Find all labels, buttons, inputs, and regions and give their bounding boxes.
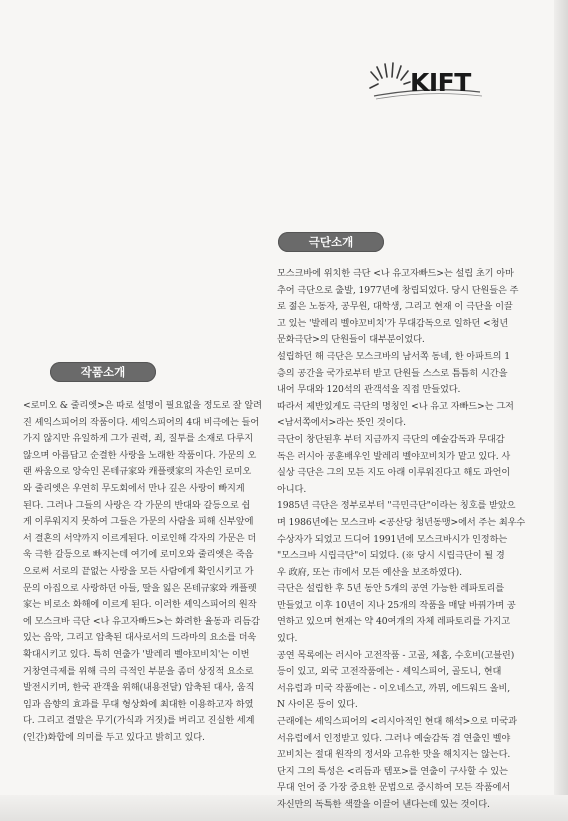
text-line: 문의 아집으로 사랑하던 아들, 딸을 잃은 몬테규家와 캐플렛 [23, 582, 257, 594]
company-description-column [277, 266, 544, 814]
text-line: 서유럽과 미국 작품에는 - 이오네스고, 까뮈, 에드워드 올비, [277, 682, 511, 694]
text-line: 거창연극제를 위해 극의 극적인 부분을 좀더 상징적 요소로 [23, 665, 254, 677]
text-line: 고 있는 '발레리 벨야꼬비치'가 무대감독으로 일하던 <청년 [277, 317, 509, 329]
text-line: 극단이 창단된후 부터 지금까지 극단의 예술감독과 무대감 [277, 433, 505, 445]
text-line: 발전시키며, 한국 관객을 위해(내용전달) 압축된 대사, 움직 [23, 682, 255, 694]
text-line: 연하고 있으며 현재는 약 40여개의 자체 레파토리를 가지고 [277, 616, 511, 628]
page-edge-shadow [554, 0, 568, 821]
text-line: 자신만의 독특한 색깔을 이끌어 낸다는데 있는 것이다. [277, 799, 490, 810]
text-line: 랜 싸움으로 앙숙인 몬테규家와 캐플렛家의 자손인 로미오 [23, 466, 252, 478]
text-line: 모스크바에 위치한 극단 <나 유고자빠드>는 설립 초기 아마 [277, 268, 514, 279]
text-line: <남서쪽에서>라는 뜻인 것이다. [277, 417, 406, 429]
text-line: 독은 러시아 공훈배우인 발레리 벨야꼬비치가 맡고 있다. 사 [277, 450, 511, 462]
text-line: 있다. [277, 633, 298, 645]
text-line: 층의 공간을 국가로부터 받고 단원들 스스로 틈틈히 시간을 [277, 367, 508, 379]
text-line: (인간)화합에 의미를 두고 있다고 밝히고 있다. [23, 731, 205, 743]
text-line: 실상 극단은 그의 모든 지도 아래 이루워진다고 해도 과언이 [277, 467, 511, 479]
text-line: 진 셰익스피어의 작품이다. 셰익스피어의 4대 비극에는 들어 [23, 416, 260, 428]
logo-text: KIFT [410, 68, 471, 97]
text-line: 극단은 설립한 후 5년 동안 5개의 공연 가능한 레파토리를 [277, 583, 505, 595]
text-line: 만들었고 이후 10년이 지나 25개의 작품을 매달 바꿔가며 공 [277, 599, 516, 611]
text-line: 수상자가 되었고 드디어 1991년에 모스크바시가 인정하는 [277, 533, 508, 545]
text-line: 가지 않지만 유일하게 그가 권력, 죄, 질투를 소재로 다루지 [23, 433, 254, 445]
text-line: 공연 목록에는 러시아 고전작품 - 고골, 체홉, 수호비(고블린) [277, 649, 515, 661]
text-line: 않으며 아름답고 순결한 사랑을 노래한 작품이다. 가문의 오 [23, 449, 257, 461]
section-title-company: 극단소개 [278, 232, 384, 252]
text-line: 와 줄리엣은 우연히 무도회에서 만나 깊은 사랑이 빠지게 [23, 482, 245, 494]
text-line: 으로써 서로의 끝없는 사랑을 모든 사람에게 확인시키고 가 [23, 565, 254, 577]
text-line: 로 젊은 노동자, 공무원, 대학생, 그리고 현재 이 극단을 이끌 [277, 301, 513, 313]
text-line: 우 政府, 또는 市에서 모든 예산을 보조하였다). [277, 566, 462, 578]
text-line: 에 모스크바 극단 <나 유고자빠드>는 화려한 율동과 리듬감 [23, 615, 260, 627]
text-line: 게 이루워지지 못하여 그들은 가문의 사람을 피해 신부앞에 [23, 516, 254, 528]
section-title-work: 작품소개 [50, 362, 156, 382]
text-line: 추어 극단으로 출발, 1977년에 창립되었다. 당시 단원들은 주 [277, 284, 519, 296]
kift-logo [368, 58, 486, 102]
text-line: 家는 비로소 화해에 이르게 된다. 이러한 셰익스피어의 원작 [23, 599, 257, 611]
text-line: 무대 언어 중 가장 중요한 문법으로 중시하여 모든 작품에서 [277, 782, 511, 794]
text-line: 임과 음향의 효과를 무대 형상화에 최대한 이용하고자 하였 [23, 698, 254, 710]
text-line: 욱 극한 갈등으로 빠지는데 여기에 로미오와 줄리엣은 죽음 [23, 549, 254, 561]
text-line: 설립하던 해 극단은 모스크바의 남서쪽 동네, 한 아파트의 1 [277, 350, 510, 362]
text-line: 있는 음악, 그리고 압축된 대사로서의 드라마의 요소를 더욱 [23, 632, 257, 644]
text-line: 된다. 그러나 그들의 사랑은 각 가문의 반대와 갈등으로 쉽 [23, 499, 251, 511]
text-line: <로미오 & 줄리엣>은 따로 설명이 필요없을 정도로 잘 알려 [23, 400, 262, 411]
text-line: 따라서 제반있게도 극단의 명칭인 <나 유고 자빠드>는 그저 [277, 400, 514, 412]
text-line: 며 1986년에는 모스크바 <공산당 청년동맹>에서 주는 최우수 [277, 516, 526, 528]
text-line: "모스크바 시립극단"이 되었다. (※ 당시 시립극단이 될 경 [277, 550, 505, 562]
text-line: 단지 그의 특성은 <리듬과 템포>를 연출이 구사할 수 있는 [277, 765, 508, 777]
text-line: 다. 그리고 결말은 무기(가식과 거짓)를 버리고 진실한 세계 [23, 715, 255, 727]
text-line: 근래에는 셰익스피어의 <리시아적인 현대 해석>으로 미국과 [277, 716, 517, 728]
work-description-column [23, 398, 285, 746]
text-line: 서유럽에서 인정받고 있다. 그러나 예술감독 겸 연출인 벨야 [277, 732, 511, 744]
text-line: 1985년 극단은 정부로부터 "극민극단"이라는 칭호를 받았으 [277, 500, 516, 512]
text-line: 문화극단>의 단원들이 대부분이었다. [277, 334, 425, 346]
text-line: 꼬비치는 절대 원작의 정서와 고유한 맛을 해치지는 않는다. [277, 749, 511, 761]
text-line: 확대시키고 있다. 특히 연출가 '발레리 벨야꼬비치'는 이번 [23, 648, 250, 660]
text-line: 서 결혼의 서약까지 이르게된다. 이로인해 각자의 가문은 더 [23, 532, 257, 544]
text-line: 아니다. [277, 483, 307, 495]
text-line: 내어 무대와 120석의 관객석을 직접 만들었다. [277, 384, 461, 396]
text-line: N 사이몬 등이 있다. [277, 699, 358, 711]
text-line: 등이 있고, 외국 고전작품에는 - 셰익스피어, 골도니, 현대 [277, 666, 502, 678]
